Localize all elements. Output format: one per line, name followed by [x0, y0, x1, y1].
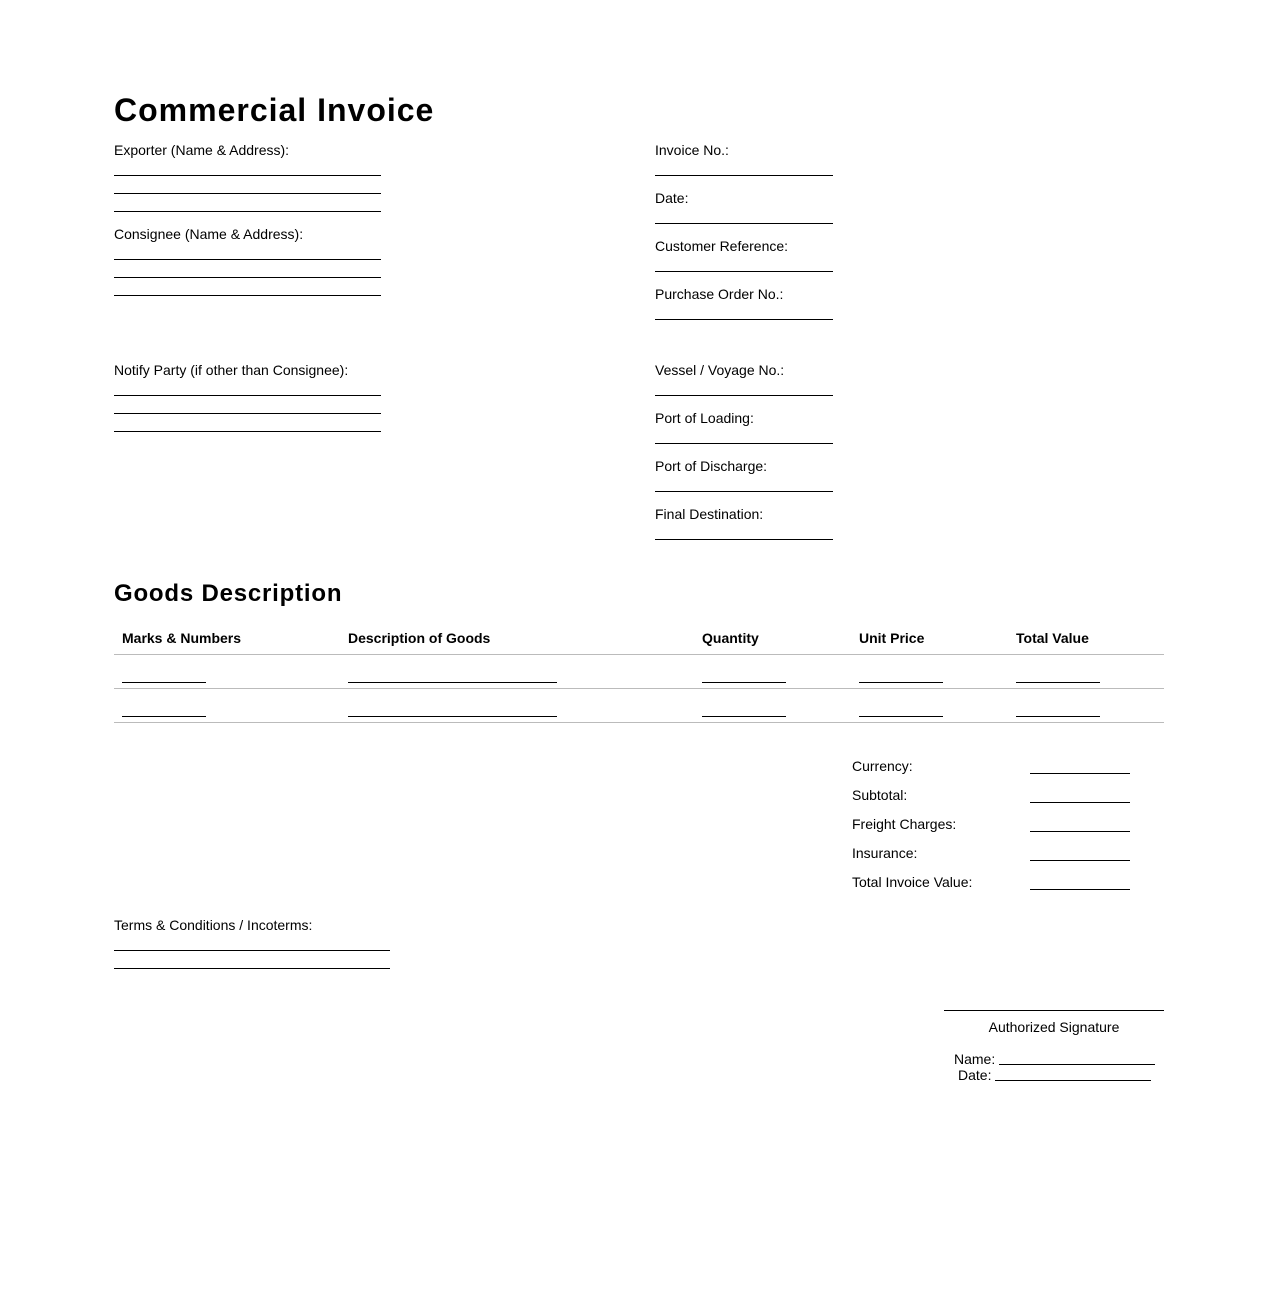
invoice-no-label: Invoice No.:: [655, 142, 729, 158]
table-row: [114, 689, 1164, 723]
total-invoice-value-label: Total Invoice Value:: [852, 874, 973, 890]
subtotal-label: Subtotal:: [852, 787, 908, 803]
quantity-cell[interactable]: [694, 655, 851, 689]
currency-row: [852, 758, 1132, 778]
notify-party-line-1[interactable]: [114, 395, 381, 396]
notify-party-line-2[interactable]: [114, 413, 381, 414]
date-label: Date:: [655, 190, 689, 206]
port-of-discharge-label: Port of Discharge:: [655, 458, 768, 474]
freight-charges-field[interactable]: [1030, 831, 1130, 832]
signature-date-row: [958, 1067, 1151, 1083]
terms-line-1[interactable]: [114, 950, 390, 951]
port-of-discharge-field[interactable]: [655, 491, 833, 492]
invoice-no-field[interactable]: [655, 175, 833, 176]
vessel-voyage-label: Vessel / Voyage No.:: [655, 362, 785, 378]
exporter-line-3[interactable]: [114, 211, 381, 212]
quantity-cell[interactable]: [694, 689, 851, 723]
goods-table: [114, 622, 1164, 723]
signature-date-field[interactable]: [995, 1080, 1151, 1081]
signature-caption: Authorized Signature: [988, 1019, 1120, 1035]
description-cell[interactable]: [340, 689, 694, 723]
consignee-line-3[interactable]: [114, 295, 381, 296]
column-header-description: Description of Goods: [340, 622, 694, 655]
purchase-order-label: Purchase Order No.:: [655, 286, 784, 302]
consignee-line-2[interactable]: [114, 277, 381, 278]
exporter-line-2[interactable]: [114, 193, 381, 194]
consignee-label: Consignee (Name & Address):: [114, 226, 304, 242]
vessel-voyage-field[interactable]: [655, 395, 833, 396]
table-row: [114, 655, 1164, 689]
port-of-loading-field[interactable]: [655, 443, 833, 444]
total-value-cell[interactable]: [1008, 655, 1164, 689]
insurance-row: [852, 845, 1132, 865]
final-destination-field[interactable]: [655, 539, 833, 540]
marks-cell[interactable]: [114, 655, 340, 689]
purchase-order-field[interactable]: [655, 319, 833, 320]
notify-party-line-3[interactable]: [114, 431, 381, 432]
insurance-label: Insurance:: [852, 845, 918, 861]
final-destination-label: Final Destination:: [655, 506, 764, 522]
marks-cell[interactable]: [114, 689, 340, 723]
insurance-field[interactable]: [1030, 860, 1130, 861]
column-header-total-value: Total Value: [1008, 622, 1164, 655]
column-header-unit-price: Unit Price: [851, 622, 1008, 655]
signature-line[interactable]: [944, 1010, 1164, 1011]
port-of-loading-label: Port of Loading:: [655, 410, 754, 426]
subtotal-row: [852, 787, 1132, 807]
currency-label: Currency:: [852, 758, 913, 774]
terms-label: Terms & Conditions / Incoterms:: [114, 917, 313, 933]
goods-heading: Goods Description: [114, 580, 343, 607]
signature-name-row: [954, 1051, 1155, 1067]
signature-name-label: Name:: [954, 1051, 996, 1067]
total-invoice-value-row: [852, 874, 1132, 894]
subtotal-field[interactable]: [1030, 802, 1130, 803]
notify-party-label: Notify Party (if other than Consignee):: [114, 362, 349, 378]
consignee-line-1[interactable]: [114, 259, 381, 260]
date-field[interactable]: [655, 223, 833, 224]
unit-price-cell[interactable]: [851, 655, 1008, 689]
signature-date-label: Date:: [958, 1067, 992, 1083]
exporter-line-1[interactable]: [114, 175, 381, 176]
signature-name-field[interactable]: [999, 1064, 1155, 1065]
terms-line-2[interactable]: [114, 968, 390, 969]
currency-field[interactable]: [1030, 773, 1130, 774]
unit-price-cell[interactable]: [851, 689, 1008, 723]
freight-charges-label: Freight Charges:: [852, 816, 957, 832]
column-header-quantity: Quantity: [694, 622, 851, 655]
column-header-marks: Marks & Numbers: [114, 622, 340, 655]
description-cell[interactable]: [340, 655, 694, 689]
customer-reference-label: Customer Reference:: [655, 238, 789, 254]
freight-charges-row: [852, 816, 1132, 836]
goods-header-row: [114, 622, 1164, 655]
total-invoice-value-field[interactable]: [1030, 889, 1130, 890]
page-title: Commercial Invoice: [114, 92, 435, 128]
exporter-label: Exporter (Name & Address):: [114, 142, 290, 158]
customer-reference-field[interactable]: [655, 271, 833, 272]
total-value-cell[interactable]: [1008, 689, 1164, 723]
